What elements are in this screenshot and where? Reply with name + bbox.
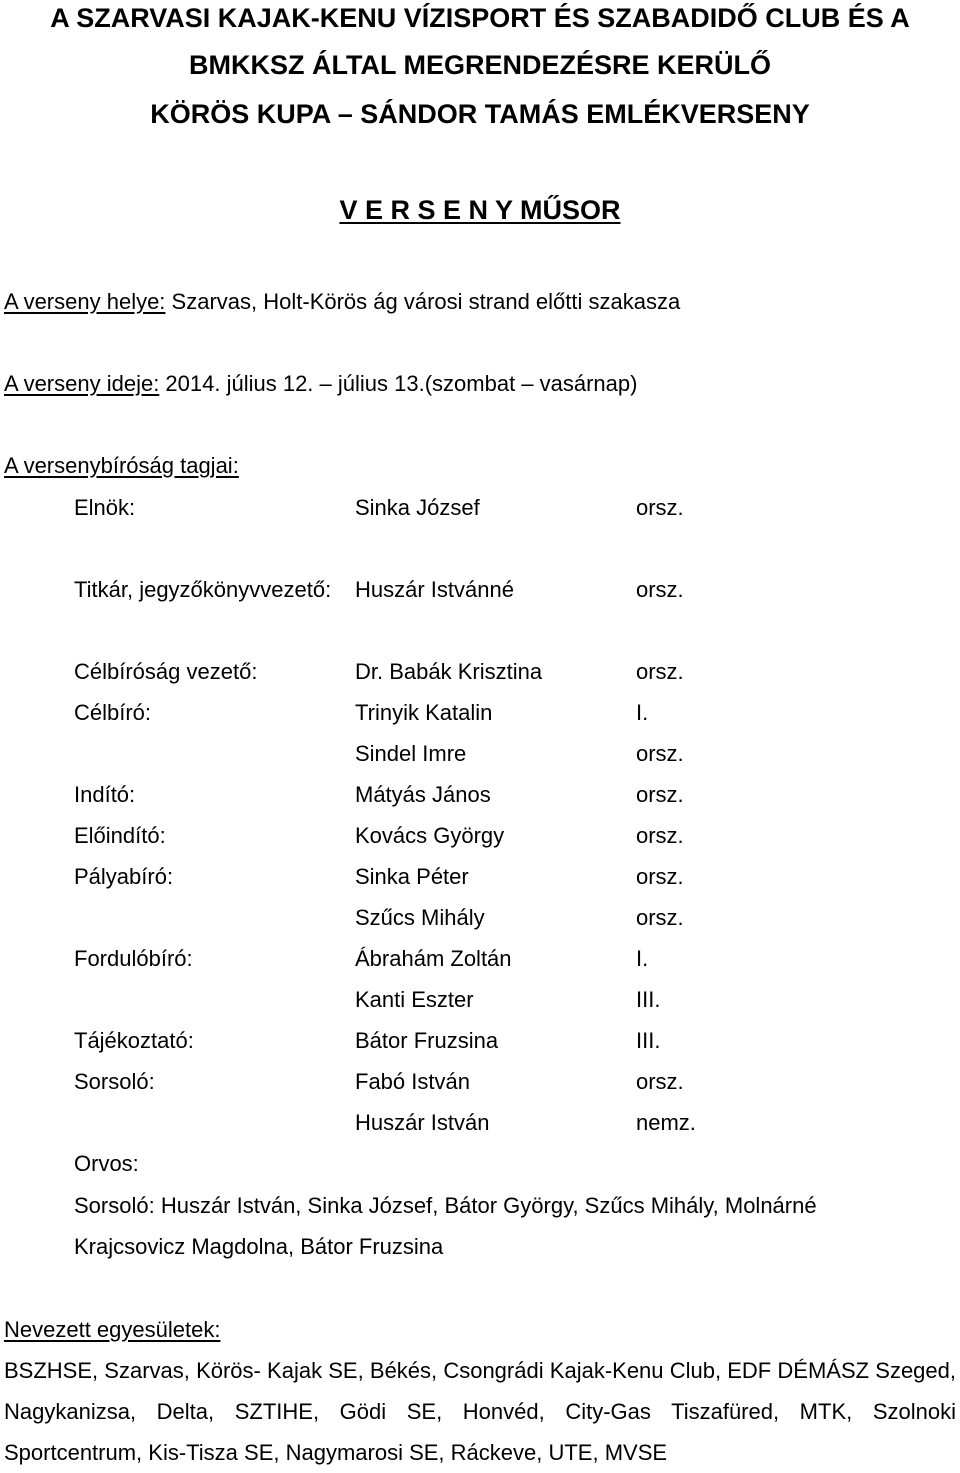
official-row	[0, 576, 960, 604]
official-level: orsz.	[636, 782, 684, 807]
clubs-list-text: BSZHSE, Szarvas, Körös- Kajak SE, Békés, Csongrádi Kajak-Kenu Club, EDF DÉMÁSZ Szeged, Nagykanizsa, Delta, SZTIHE, Gödi SE, Honvéd, City-Gas Tiszafüred, MTK, Szolnoki Sportcentrum, Kis-Tisza SE, Nagymarosi SE, Ráckeve, UTE, MVSE	[4, 1358, 956, 1465]
official-role: Előindító:	[74, 823, 166, 848]
official-name: Ábrahám Zoltán	[355, 946, 512, 971]
official-name: Mátyás János	[355, 782, 491, 807]
official-role: Célbíró:	[74, 700, 152, 725]
official-row	[0, 1109, 960, 1137]
official-row	[0, 658, 960, 686]
official-role: Célbíróság vezető:	[74, 659, 258, 684]
official-name: Huszár Istvánné	[355, 577, 514, 602]
official-level: orsz.	[636, 823, 684, 848]
jury-heading	[4, 452, 239, 480]
date-line	[4, 370, 637, 398]
official-level: orsz.	[636, 1069, 684, 1094]
program-heading	[0, 194, 960, 226]
official-name: Sinka Péter	[355, 864, 469, 889]
venue-line	[4, 288, 680, 316]
official-level: I.	[636, 946, 649, 971]
official-level: orsz.	[636, 577, 684, 602]
official-name: Huszár István	[355, 1110, 490, 1135]
official-row	[0, 945, 960, 973]
title-line-2: BMKKSZ ÁLTAL MEGRENDEZÉSRE KERÜLŐ	[188, 50, 771, 80]
official-row	[0, 904, 960, 932]
official-row	[0, 822, 960, 850]
official-name: Kovács György	[355, 823, 505, 848]
official-row	[0, 1150, 960, 1178]
official-level: III.	[636, 1028, 661, 1053]
title-line-1: A SZARVASI KAJAK-KENU VÍZISPORT ÉS SZABADIDŐ CLUB ÉS A	[50, 3, 910, 33]
official-row	[0, 494, 960, 522]
official-row	[0, 699, 960, 727]
official-name: Sindel Imre	[355, 741, 467, 766]
date-value: 2014. július 12. – július 13.(szombat – vasárnap)	[159, 371, 638, 396]
official-name: Szűcs Mihály	[355, 905, 485, 930]
draw-committee-text: Sorsoló: Huszár István, Sinka József, Bátor György, Szűcs Mihály, Molnárné Krajcsovicz Magdolna, Bátor Fruzsina	[74, 1193, 817, 1259]
official-name: Fabó István	[355, 1069, 470, 1094]
official-role: Sorsoló:	[74, 1069, 155, 1094]
official-row	[0, 1027, 960, 1055]
clubs-heading-text: Nevezett egyesületek:	[4, 1317, 221, 1342]
official-role: Titkár, jegyzőkönyvvezető:	[74, 577, 332, 602]
official-name: Dr. Babák Krisztina	[355, 659, 543, 684]
venue-label: A verseny helye:	[4, 289, 166, 314]
clubs-heading	[4, 1316, 220, 1344]
official-level: orsz.	[636, 495, 684, 520]
program-heading-text: V E R S E N Y MŰSOR	[339, 195, 621, 225]
official-level: orsz.	[636, 741, 684, 766]
jury-heading-text: A versenybíróság tagjai:	[4, 453, 239, 478]
date-label: A verseny ideje:	[4, 371, 160, 396]
official-level: I.	[636, 700, 649, 725]
official-row	[0, 781, 960, 809]
official-level: nemz.	[636, 1110, 696, 1135]
official-role: Indító:	[74, 782, 136, 807]
official-row	[0, 1068, 960, 1096]
official-role: Fordulóbíró:	[74, 946, 193, 971]
official-row	[0, 740, 960, 768]
official-name: Sinka József	[355, 495, 480, 520]
official-name: Kanti Eszter	[355, 987, 474, 1012]
venue-value: Szarvas, Holt-Körös ág városi strand előtti szakasza	[165, 289, 681, 314]
title-line-3: KÖRÖS KUPA – SÁNDOR TAMÁS EMLÉKVERSENY	[150, 99, 810, 129]
official-name: Trinyik Katalin	[355, 700, 493, 725]
official-level: orsz.	[636, 659, 684, 684]
official-row	[0, 863, 960, 891]
official-level: III.	[636, 987, 661, 1012]
official-level: orsz.	[636, 864, 684, 889]
official-role: Elnök:	[74, 495, 136, 520]
official-role: Tájékoztató:	[74, 1028, 194, 1053]
official-role: Pályabíró:	[74, 864, 174, 889]
official-row	[0, 986, 960, 1014]
official-level: orsz.	[636, 905, 684, 930]
official-name: Bátor Fruzsina	[355, 1028, 499, 1053]
official-role: Orvos:	[74, 1151, 139, 1176]
